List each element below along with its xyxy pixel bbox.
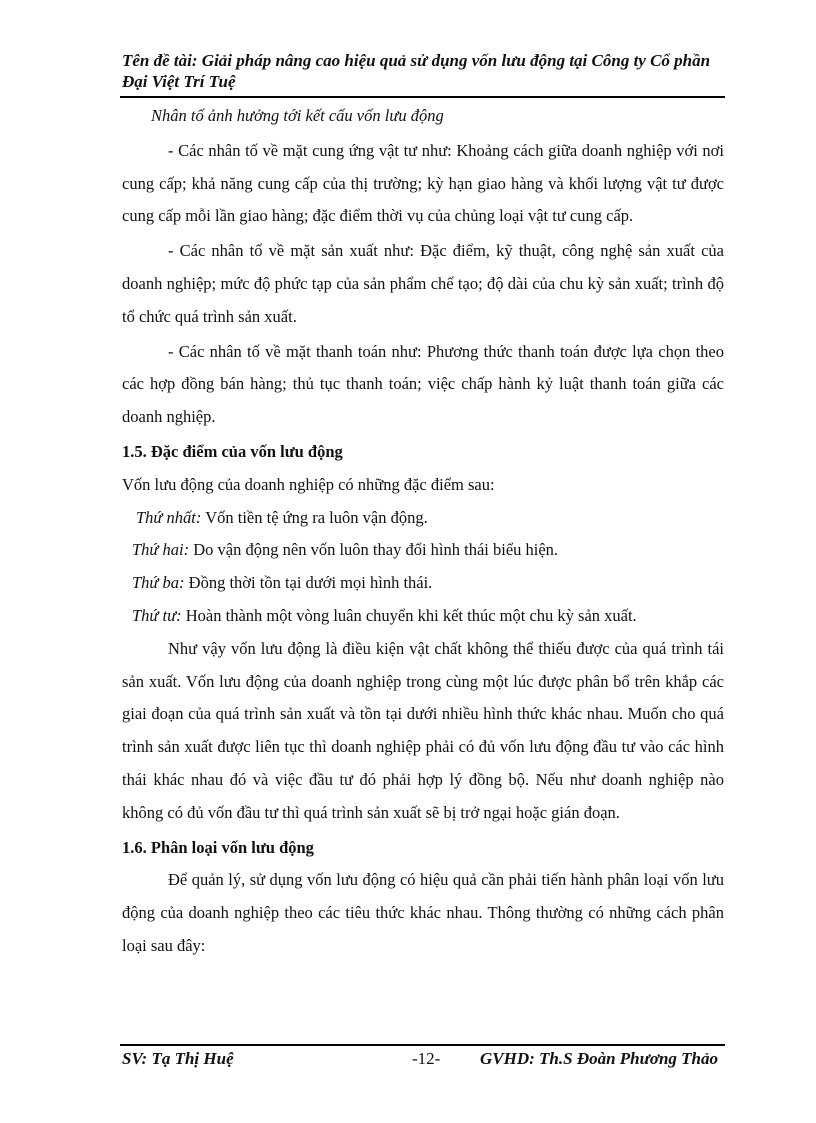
list-item-text: Vốn tiền tệ ứng ra luôn vận động. — [201, 507, 428, 527]
section-subheading: Nhân tố ảnh hưởng tới kết cấu vốn lưu động — [151, 106, 444, 125]
paragraph-classification: Để quản lý, sử dụng vốn lưu động có hiệu quả cần phải tiến hành phân loại vốn lưu động của doanh nghiệp theo các tiêu thức khác nhau. Thông thường có những cách phân loại sau đây: — [122, 870, 724, 955]
list-item-text: Đồng thời tồn tại dưới mọi hình thái. — [184, 573, 433, 593]
list-item-lead: Thứ ba: — [132, 573, 185, 593]
footer-divider — [120, 1044, 725, 1046]
page-footer — [122, 1049, 722, 1073]
header-divider — [120, 96, 725, 98]
list-item-text: Do vận động nên vốn luôn thay đổi hình thái biểu hiện. — [189, 540, 559, 560]
intro-1-5: Vốn lưu động của doanh nghiệp có những đặc điểm sau: — [122, 474, 495, 494]
page-header-title: Tên đề tài: Giải pháp nâng cao hiệu quả sử dụng vốn lưu động tại Công ty Cổ phần Đại Việt Trí Tuệ — [122, 51, 711, 91]
heading-1-5: 1.5. Đặc điểm của vốn lưu động — [122, 441, 343, 461]
page-number: -12- — [412, 1049, 441, 1068]
paragraph-summary: Như vậy vốn lưu động là điều kiện vật chất không thể thiếu được của quá trình tái sản xuất. Vốn lưu động của doanh nghiệp trong cùng một lúc được phân bổ trên khắp các giai đoạn của quá trình sản xuất và tồn tại dưới nhiều hình thức khác nhau. Muốn cho quá trình sản xuất được liên tục thì doanh nghiệp phải có đủ vốn lưu động đầu tư vào các hình thái khác nhau đó và việc đầu tư đó phải hợp lý đồng bộ. Nếu như doanh nghiệp nào không có đủ vốn đầu tư thì quá trình sản xuất sẽ bị trở ngại hoặc gián đoạn. — [122, 638, 724, 822]
paragraph-production-factors: - Các nhân tố về mặt sản xuất như: Đặc điểm, kỹ thuật, công nghệ sản xuất của doanh nghiệp; mức độ phức tạp của sản phẩm chế tạo; độ dài của chu kỳ sản xuất; trình độ tổ chức quá trình sản xuất. — [122, 241, 724, 326]
footer-student: SV: Tạ Thị Huệ — [122, 1049, 234, 1068]
list-item — [122, 534, 724, 567]
paragraph-payment-factors: - Các nhân tố về mặt thanh toán như: Phương thức thanh toán được lựa chọn theo các hợp đồng bán hàng; thủ tục thanh toán; việc chấp hành kỷ luật thanh toán giữa các doanh nghiệp. — [122, 341, 724, 427]
list-item-lead: Thứ nhất: — [136, 507, 202, 527]
footer-advisor: GVHD: Th.S Đoàn Phương Thảo — [480, 1049, 718, 1068]
list-item — [122, 600, 724, 633]
list-item-text: Hoàn thành một vòng luân chuyển khi kết thúc một chu kỳ sản xuất. — [181, 605, 637, 625]
heading-1-6: 1.6. Phân loại vốn lưu động — [122, 837, 314, 857]
list-item-lead: Thứ tư: — [132, 605, 182, 625]
list-item — [122, 502, 724, 535]
document-body — [122, 100, 724, 965]
paragraph-supply-factors: - Các nhân tố về mặt cung ứng vật tư như: Khoảng cách giữa doanh nghiệp với nơi cung cấp; khả năng cung cấp của thị trường; kỳ hạn giao hàng và khối lượng vật tư được cung cấp mỗi lần giao hàng; đặc điểm thời vụ của chủng loại vật tư cung cấp. — [122, 140, 724, 226]
list-item — [122, 567, 724, 600]
list-item-lead: Thứ hai: — [132, 540, 190, 560]
